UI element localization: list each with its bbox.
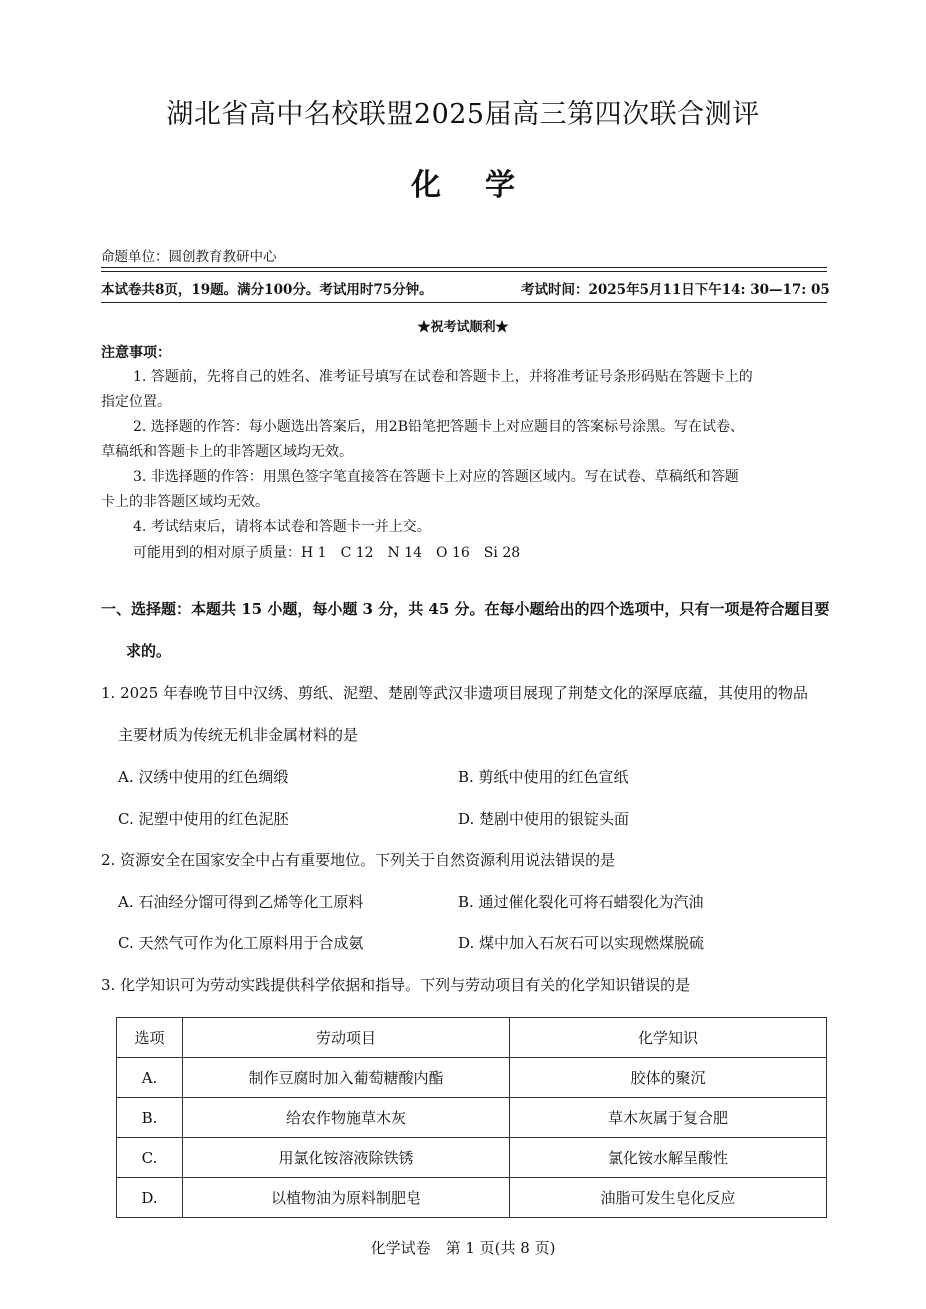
q2-option-d: D. 煤中加入石灰石可以实现燃煤脱硫	[458, 934, 705, 952]
table-cell: C.	[117, 1138, 183, 1178]
q3-table	[116, 1017, 827, 1218]
table-row	[117, 1138, 827, 1178]
table-row	[117, 1058, 827, 1098]
table-cell: 以植物油为原料制肥皂	[183, 1178, 510, 1218]
divider-top-double	[101, 271, 827, 272]
q1-option-c: C. 泥塑中使用的红色泥胚	[118, 810, 289, 828]
note-line: 草稿纸和答题卡上的非答题区域均无效。	[101, 444, 353, 460]
q1-option-b: B. 剪纸中使用的红色宣纸	[458, 768, 629, 786]
divider-info	[101, 302, 827, 303]
note-line: 1. 答题前，先将自己的姓名、准考证号填写在试卷和答题卡上，并将准考证号条形码贴在答题卡上的	[133, 369, 753, 385]
table-cell: 氯化铵水解呈酸性	[510, 1138, 827, 1178]
table-row	[117, 1178, 827, 1218]
table-header: 劳动项目	[183, 1018, 510, 1058]
page-footer: 化学试卷 第 1 页(共 8 页)	[370, 1239, 556, 1257]
table-cell: B.	[117, 1098, 183, 1138]
table-row	[117, 1098, 827, 1138]
note-line: 3. 非选择题的作答：用黑色签字笔直接答在答题卡上对应的答题区域内。写在试卷、草稿纸和答题	[133, 469, 739, 485]
exam-info: 本试卷共8页，19题。满分100分。考试用时75分钟。	[101, 282, 433, 298]
q2-option-c: C. 天然气可作为化工原料用于合成氨	[118, 934, 364, 952]
q2-stem: 2. 资源安全在国家安全中占有重要地位。下列关于自然资源利用说法错误的是	[101, 851, 616, 869]
table-cell: A.	[117, 1058, 183, 1098]
table-cell: 制作豆腐时加入葡萄糖酸内酯	[183, 1058, 510, 1098]
note-line: 2. 选择题的作答：每小题选出答案后，用2B铅笔把答题卡上对应题目的答案标号涂黑。写在试卷、	[133, 419, 745, 435]
note-line: 指定位置。	[101, 394, 171, 410]
exam-title: 湖北省高中名校联盟2025届高三第四次联合测评	[166, 99, 760, 130]
notes-heading: 注意事项：	[101, 345, 171, 361]
table-cell: 给农作物施草木灰	[183, 1098, 510, 1138]
table-header-row	[117, 1018, 827, 1058]
q1-stem-cont: 主要材质为传统无机非金属材料的是	[118, 726, 359, 744]
divider-top	[101, 267, 827, 268]
q1-option-a: A. 汉绣中使用的红色绸缎	[118, 768, 289, 786]
note-line: 4. 考试结束后，请将本试卷和答题卡一并上交。	[133, 519, 431, 535]
good-luck-banner: ★祝考试顺利★	[417, 320, 509, 335]
table-cell: D.	[117, 1178, 183, 1218]
q3-stem: 3. 化学知识可为劳动实践提供科学依据和指导。下列与劳动项目有关的化学知识错误的是	[101, 976, 691, 994]
table-cell: 用氯化铵溶液除铁锈	[183, 1138, 510, 1178]
note-line: 卡上的非答题区域均无效。	[101, 494, 269, 510]
table-header: 选项	[117, 1018, 183, 1058]
author-unit: 命题单位：圆创教育教研中心	[101, 249, 277, 265]
table-header: 化学知识	[510, 1018, 827, 1058]
subject-title: 化学	[411, 168, 559, 203]
exam-time: 考试时间：2025年5月11日下午14: 30—17: 05	[521, 282, 830, 298]
q2-option-b: B. 通过催化裂化可将石蜡裂化为汽油	[458, 893, 704, 911]
q1-option-d: D. 楚剧中使用的银锭头面	[458, 810, 630, 828]
atomic-mass-line: 可能用到的相对原子质量：H 1 C 12 N 14 O 16 Si 28	[133, 545, 521, 561]
q1-stem: 1. 2025 年春晚节目中汉绣、剪纸、泥塑、楚剧等武汉非遗项目展现了荆楚文化的深厚底蕴，其使用的物品	[101, 684, 809, 702]
table-cell: 草木灰属于复合肥	[510, 1098, 827, 1138]
table-cell: 胶体的聚沉	[510, 1058, 827, 1098]
section-heading: 一、选择题：本题共 15 小题，每小题 3 分，共 45 分。在每小题给出的四个选项中，只有一项是符合题目要	[101, 600, 830, 618]
table-cell: 油脂可发生皂化反应	[510, 1178, 827, 1218]
section-heading-cont: 求的。	[126, 642, 172, 660]
q2-option-a: A. 石油经分馏可得到乙烯等化工原料	[118, 893, 364, 911]
